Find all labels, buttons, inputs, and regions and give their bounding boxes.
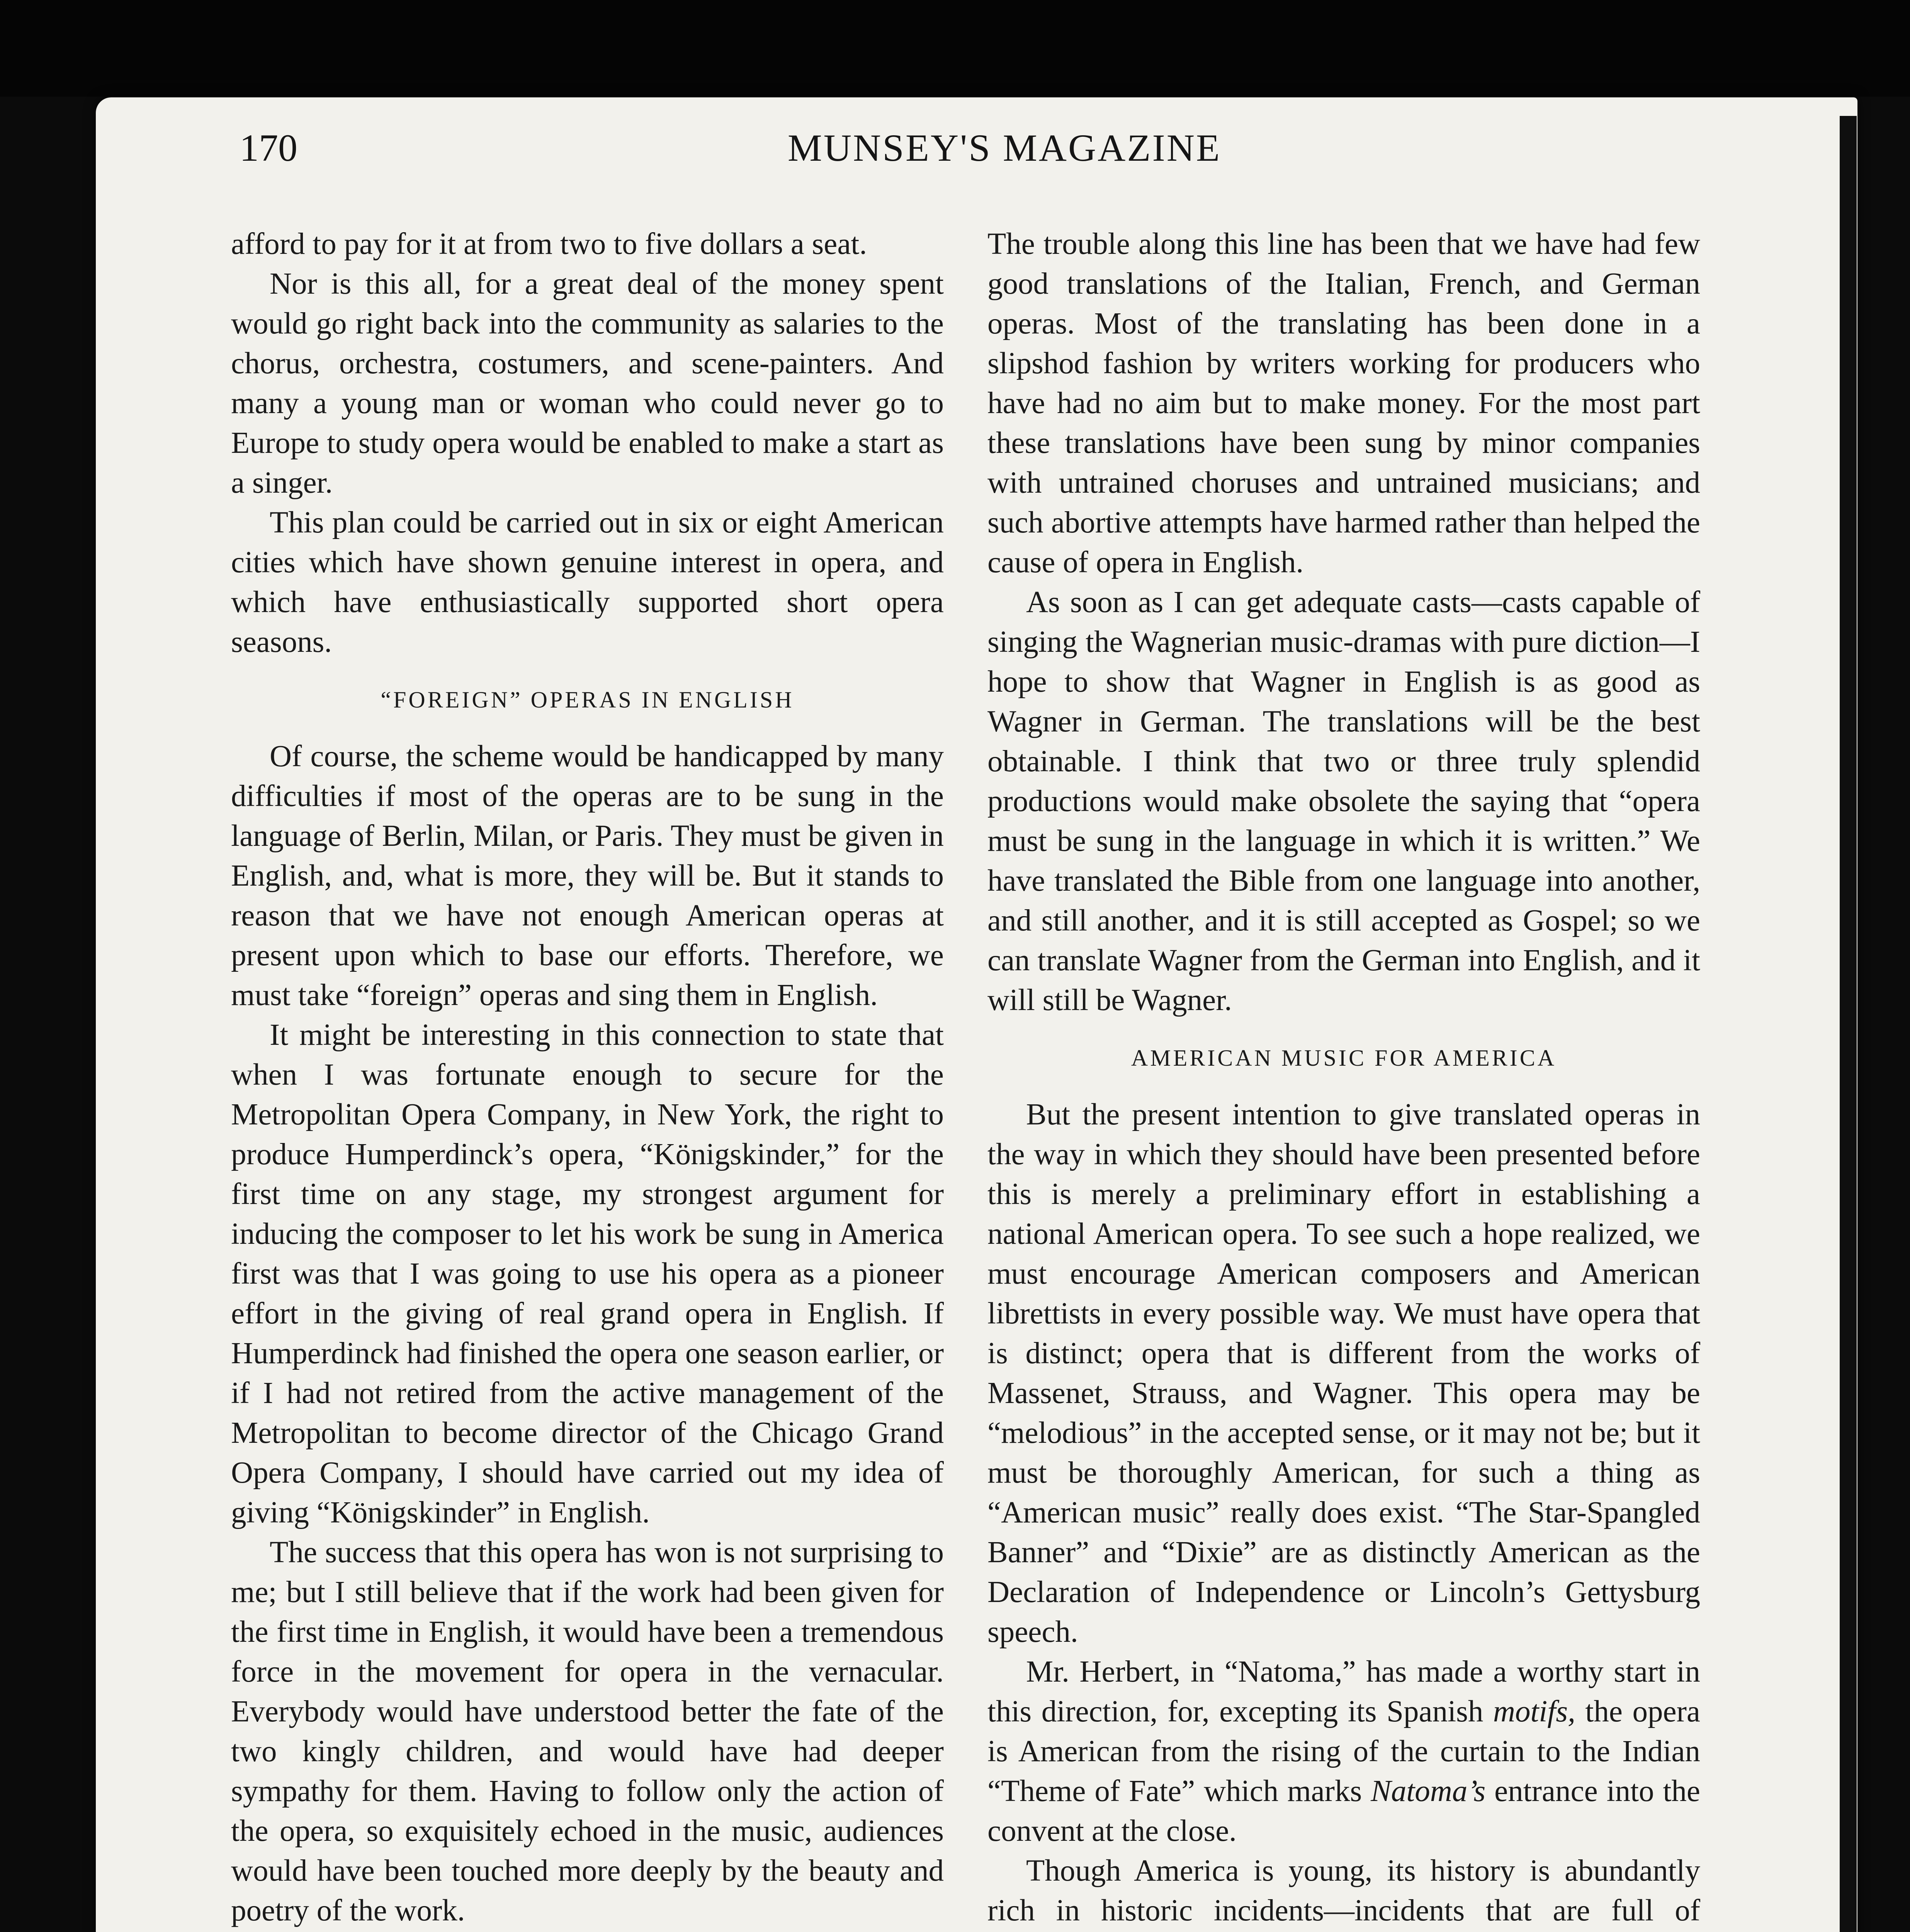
- paragraph: But the present intention to give translated operas in the way in which they should have been presented before this is merely a preliminary effort in establishing a national American opera. To see such a hope realized, we must encourage American composers and American librettists in every possible way. We must have opera that is distinct; opera that is different from the works of Massenet, Strauss, and Wagner. This opera may be “melodious” in the accepted sense, or it may not be; but it must be thoroughly American, for such a thing as “American music” really does exist. “The Star-Spangled Banner” and “Dixie” are as distinctly American as the Declaration of Independence or Lincoln’s Gettysburg speech.: [987, 1098, 1700, 1649]
- paragraph: Of course, the scheme would be handicapped by many difficulties if most of the operas are to be sung in the language of Berlin, Milan, or Paris. They must be given in English, and, what is more, they will be. But it stands to reason that we have not enough American operas at present upon which to base our efforts. Therefore, we must take “foreign” operas and sing them in English.: [231, 740, 944, 1012]
- section-heading: “FOREIGN” OPERAS IN ENGLISH: [381, 687, 794, 713]
- section-heading: AMERICAN MUSIC FOR AMERICA: [1131, 1045, 1557, 1071]
- text-run: the opera is American from the rising of the curtain to the Indian “Theme of Fate” which marks: [987, 1695, 1700, 1808]
- text-run: Mr. Herbert, in “Natoma,” has made a worthy start in this direction, for, excepting its Spanish: [987, 1655, 1700, 1728]
- paragraph: The trouble along this line has been that we have had few good translations of the Italian, French, and German operas. Most of the translating has been done in a slipshod fashion by writers working for producers who have had no aim but to make money. For the most part these translations have been sung by minor companies with untrained choruses and untrained musicians; and such abortive attempts have harmed rather than helped the cause of opera in English.: [987, 227, 1700, 579]
- paragraph: Though America is young, its history is abundantly rich in historic incidents—incidents that are full of: [987, 1854, 1700, 1927]
- left-column: [231, 224, 944, 1932]
- paragraph: The success that this opera has won is not surprising to me; but I still believe that if the work had been given for the first time in English, it would have been a tremendous force in the movement for opera in the vernacular. Everybody would have understood better the fate of the two kingly children, and would have had deeper sympathy for them. Having to follow only the action of the opera, so exquisitely echoed in the music, audiences would have been touched more deeply by the beauty and poetry of the work.: [231, 1536, 944, 1927]
- paragraph: It might be interesting in this connection to state that when I was fortunate enough to secure for the Metropolitan Opera Company, in New York, the right to produce Humperdinck’s opera, “Königskinder,” for the first time on any stage, my strongest argument for inducing the composer to let his work be sung in America first was that I was going to use his opera as a pioneer effort in the giving of real grand opera in English. If Humperdinck had finished the opera one season earlier, or if I had not retired from the active management of the Metropolitan to become director of the Chicago Grand Opera Company, I should have carried out my idea of giving “Königskinder” in English.: [231, 1018, 944, 1529]
- paragraph: As soon as I can get adequate casts—casts capable of singing the Wagnerian music-dramas with pure diction—I hope to show that Wagner in English is as good as Wagner in German. The translations will be the best obtainable. I think that two or three truly splendid productions would make obsolete the saying that “opera must be sung in the language in which it is written.” We have translated the Bible from one language into another, and still another, and it is still accepted as Gospel; so we can translate Wagner from the German into English, and it will still be Wagner.: [987, 585, 1700, 1017]
- paragraph: [231, 1930, 944, 1932]
- text-run: entrance into the convent at the close.: [987, 1774, 1700, 1848]
- right-column: [987, 224, 1700, 1932]
- paragraph: [987, 1652, 1700, 1851]
- paragraph: afford to pay for it at from two to five dollars a seat.: [231, 227, 867, 261]
- paragraph: This plan could be carried out in six or eight American cities which have shown genuine interest in opera, and which have enthusiastically supported short opera seasons.: [231, 506, 944, 659]
- italic-text: motifs,: [1493, 1695, 1575, 1728]
- paragraph: Nor is this all, for a great deal of the money spent would go right back into the community as salaries to the chorus, orchestra, costumers, and scene-painters. And many a young man or woman who could never go to Europe to study opera would be enabled to make a start as a singer.: [231, 267, 944, 500]
- page-right-edge-shadow: [1840, 116, 1857, 1932]
- scan-background-top: [0, 0, 1910, 97]
- italic-text: Natoma’s: [1371, 1774, 1486, 1808]
- running-title: MUNSEY'S MAGAZINE: [787, 126, 1222, 169]
- page-number: 170: [240, 126, 297, 169]
- page-header: [240, 126, 1769, 187]
